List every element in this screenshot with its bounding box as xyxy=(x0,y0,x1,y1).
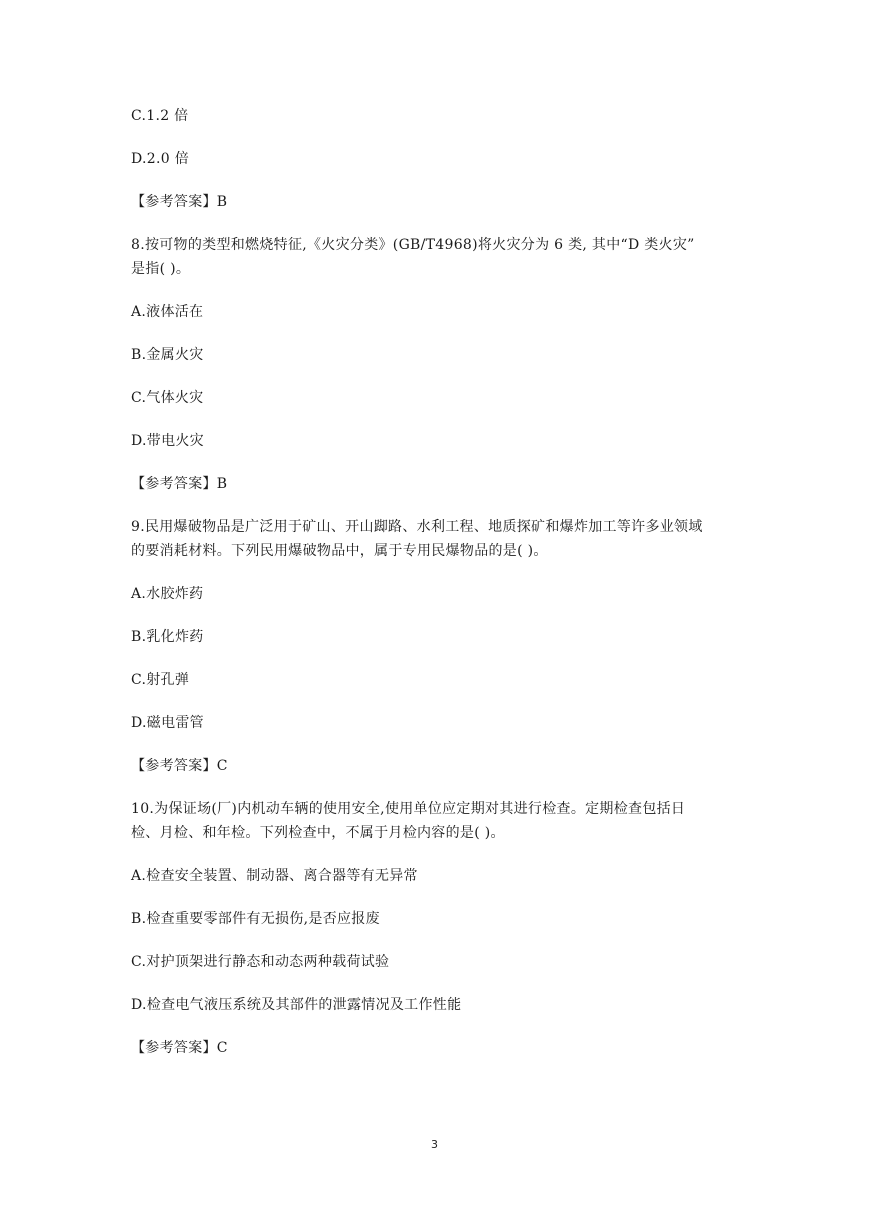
answer-q7: 【参考答案】B xyxy=(131,194,228,210)
option-b-q8: B.金属火灾 xyxy=(131,347,204,363)
option-d-q8: D.带电火灾 xyxy=(131,433,204,449)
answer-q8: 【参考答案】B xyxy=(131,476,228,492)
question-10-line-1: 10.为保证场(厂)内机动车辆的使用安全,使用单位应定期对其进行检查。定期检查包括日 xyxy=(131,801,686,817)
option-b-q9: B.乳化炸药 xyxy=(131,629,204,645)
answer-q9: 【参考答案】C xyxy=(131,758,228,774)
option-d-q7: D.2.0 倍 xyxy=(131,151,189,167)
option-a-q9: A.水胶炸药 xyxy=(131,586,204,602)
option-d-q10: D.检查电气液压系统及其部件的泄露情况及工作性能 xyxy=(131,997,462,1013)
option-d-q9: D.磁电雷管 xyxy=(131,715,204,731)
question-9-line-1: 9.民用爆破物品是广泛用于矿山、开山踋路、水利工程、地质探矿和爆炸加工等许多业领域 xyxy=(131,519,703,535)
option-a-q8: A.液体活在 xyxy=(131,304,204,320)
option-c-q7: C.1.2 倍 xyxy=(131,108,189,124)
page-number: 3 xyxy=(431,1138,438,1151)
question-9-line-2: 的要消耗材料。下列民用爆破物品中，属于专用民爆物品的是( )。 xyxy=(131,543,548,559)
question-8-line-1: 8.按可物的类型和燃烧特征,《火灾分类》(GB/T4968)将火灾分为 6 类, 其中“D 类火灾” xyxy=(131,237,695,253)
option-a-q10: A.检查安全装置、制动器、离合器等有无异常 xyxy=(131,868,418,884)
option-c-q9: C.射孔弹 xyxy=(131,672,190,688)
option-b-q10: B.检查重要零部件有无损伤,是否应报废 xyxy=(131,911,380,927)
option-c-q8: C.气体火灾 xyxy=(131,390,204,406)
answer-q10: 【参考答案】C xyxy=(131,1040,228,1056)
question-8-line-2: 是指( )。 xyxy=(131,261,191,277)
question-10-line-2: 检、月检、和年检。下列检查中，不属于月检内容的是( )。 xyxy=(131,825,505,841)
option-c-q10: C.对护顶架进行静态和动态两种载荷试验 xyxy=(131,954,390,970)
